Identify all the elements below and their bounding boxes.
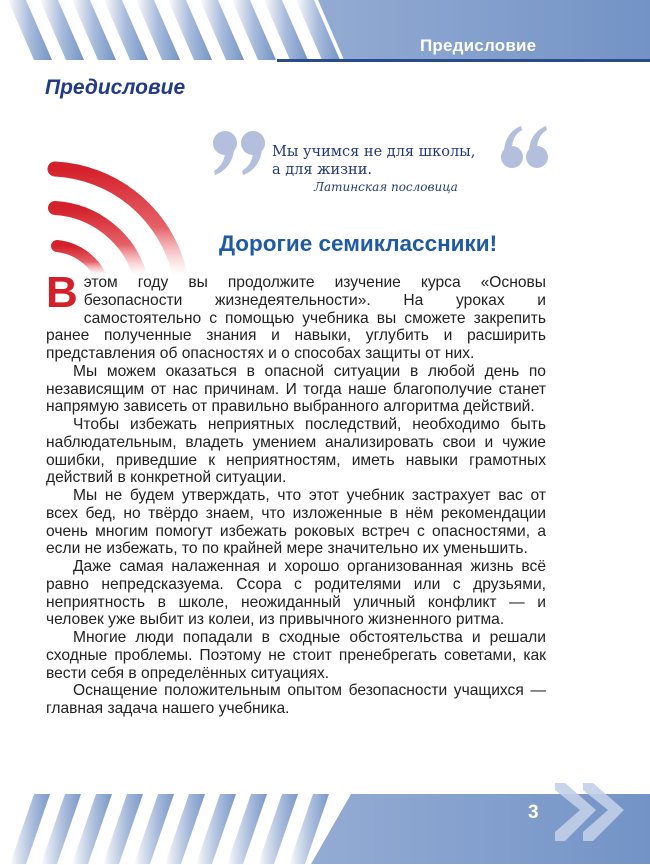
body-text [46, 268, 546, 718]
greeting-heading: Дорогие семиклассники! [219, 231, 498, 256]
epigraph [200, 125, 560, 200]
opening-quote-mark-icon [500, 125, 550, 170]
section-title: Предисловие [45, 76, 186, 99]
paragraph-7: Оснащение положительным опытом безопасности учащихся — главная задача нашего учебника. [46, 682, 546, 717]
paragraph-4: Мы не будем утверждать, что этот учебник застрахует вас от всех бед, но твёрдо знаем, что изложенные в нём рекомендации очень многим помогут избежать роковых встреч с опасностями, а если не избежать, то по крайней мере значительно их уменьшить. [46, 487, 546, 558]
epigraph-source: Латинская пословица [314, 180, 458, 194]
header-stripes-decoration [0, 0, 650, 62]
paragraph-1 [46, 268, 546, 363]
closing-quote-mark-icon [212, 125, 270, 175]
paragraph-1-text: этом году вы продолжите изучение курса «Основы безопасности жизнедеятельности». На уроках и самостоятельно с помощью учебника вы сможете закрепить ранее полученные знания и навыки, углубить и расширить представления об опасностях и о способах защиты от них. [46, 274, 546, 362]
epigraph-line-1: Мы учимся не для школы, [272, 144, 476, 160]
footer-band [0, 780, 650, 865]
paragraph-5: Даже самая налаженная и хорошо организованная жизнь всё равно непредсказуема. Ссора с родителями или с друзьями, неприятность в школе, неожиданный уличный конфликт — и человек уже выбит из колеи, из привычного жизненного ритма. [46, 558, 546, 629]
running-header-title: Предисловие [420, 36, 537, 55]
signal-waves-icon [0, 150, 200, 280]
footer-stripes-decoration [10, 794, 329, 864]
paragraph-3: Чтобы избежать неприятных последствий, необходимо быть наблюдательным, владеть умением анализировать свои и чужие ошибки, приведшие к неприятностям, иметь навыки грамотных действий в конкретной ситуации. [46, 416, 546, 487]
drop-cap: В [46, 268, 78, 317]
page-number: 3 [528, 802, 539, 823]
paragraph-6: Многие люди попадали в сходные обстоятельства и решали сходные проблемы. Поэтому не стоит пренебрегать советами, как вести себя в определённых ситуациях. [46, 629, 546, 682]
epigraph-text [272, 143, 475, 179]
epigraph-line-2: а для жизни. [272, 162, 372, 178]
header-band [0, 0, 650, 62]
paragraph-2: Мы можем оказаться в опасной ситуации в любой день по независящим от нас причинам. И тогда наше благополучие станет напрямую зависеть от правильно выбранного алгоритма действий. [46, 362, 546, 416]
